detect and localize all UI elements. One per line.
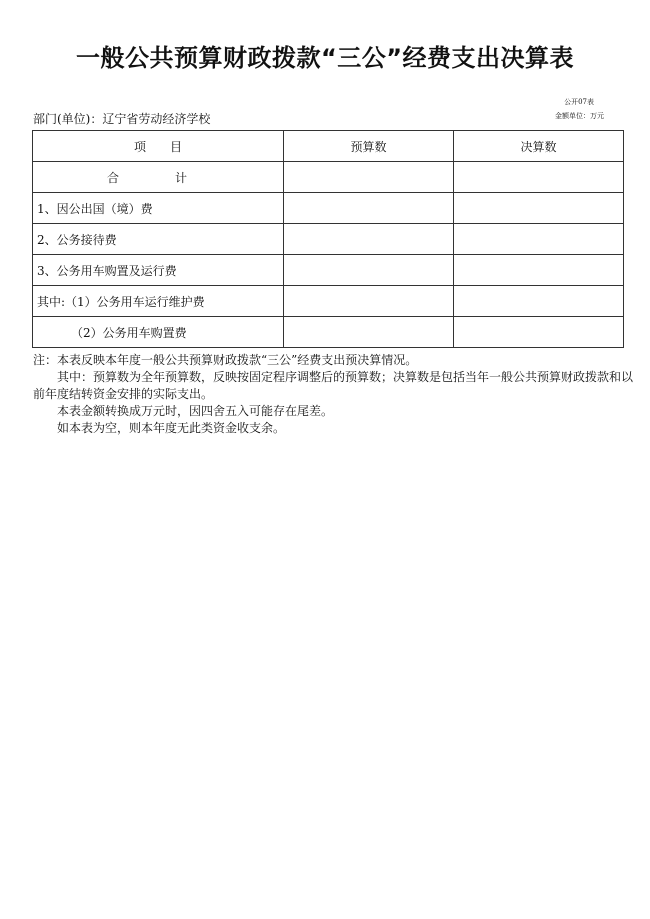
header-budget: 预算数 <box>284 131 454 162</box>
row-label: 3、公务用车购置及运行费 <box>33 255 284 286</box>
note-line: 注：本表反映本年度一般公共预算财政拨款“三公”经费支出预决算情况。 <box>33 353 418 367</box>
cell-actual <box>454 317 624 348</box>
header-actual: 决算数 <box>454 131 624 162</box>
cell-actual <box>454 193 624 224</box>
unit-note: 金额单位：万元 <box>555 112 604 120</box>
row-label-total: 合 计 <box>33 162 284 193</box>
cell-budget <box>284 162 454 193</box>
page-title: 一般公共预算财政拨款“三公”经费支出决算表 <box>75 44 575 72</box>
table-row <box>33 193 624 224</box>
header-item: 项 目 <box>33 131 284 162</box>
cell-budget <box>284 317 454 348</box>
cell-actual <box>454 286 624 317</box>
row-label: 2、公务接待费 <box>33 224 284 255</box>
cell-actual <box>454 224 624 255</box>
table-header-row <box>33 131 624 162</box>
table-row <box>33 224 624 255</box>
department-label: 部门(单位)：辽宁省劳动经济学校 <box>33 112 211 126</box>
note-line: 本表金额转换成万元时，因四舍五入可能存在尾差。 <box>57 404 334 418</box>
cell-budget <box>284 286 454 317</box>
row-label: 其中:（1）公务用车运行维护费 <box>33 286 284 317</box>
cell-budget <box>284 224 454 255</box>
note-line: 其中：预算数为全年预算数，反映按固定程序调整后的预算数；决算数是包括当年一般公共预算财政拨款和以前年度结转资金安排的实际支出。 <box>33 370 634 401</box>
cell-actual <box>454 255 624 286</box>
notes <box>33 352 633 437</box>
table-row <box>33 255 624 286</box>
table-row <box>33 286 624 317</box>
row-label: （2）公务用车购置费 <box>33 317 284 348</box>
expense-table <box>32 130 624 348</box>
cell-budget <box>284 255 454 286</box>
note-line: 如本表为空，则本年度无此类资金收支余。 <box>57 421 286 435</box>
row-label: 1、因公出国（境）费 <box>33 193 284 224</box>
cell-budget <box>284 193 454 224</box>
table-row <box>33 317 624 348</box>
form-id: 公开07表 <box>564 98 594 106</box>
cell-actual <box>454 162 624 193</box>
table-row <box>33 162 624 193</box>
